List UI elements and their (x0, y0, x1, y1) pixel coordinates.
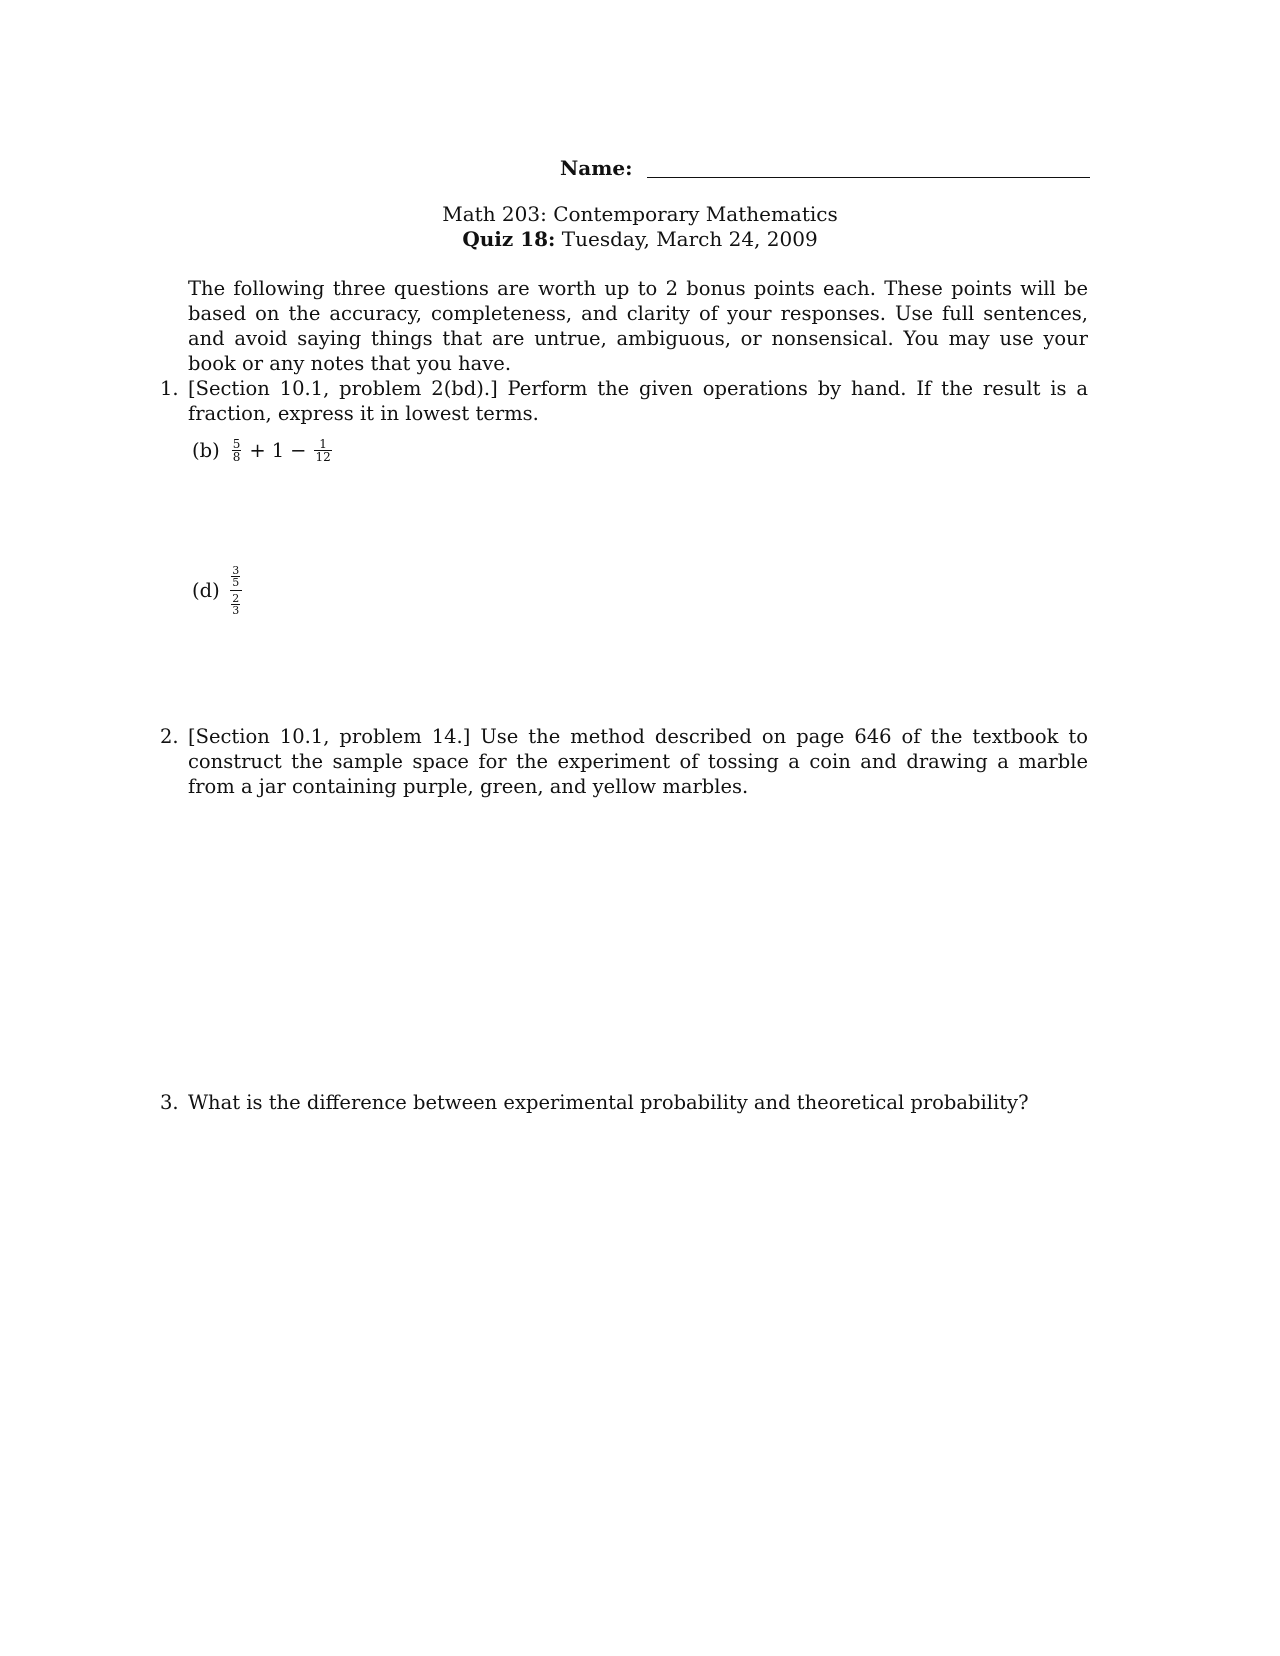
lower-fraction (231, 593, 240, 616)
quiz-heading (0, 227, 1280, 252)
part-label: (b) (192, 439, 220, 462)
name-blank-line (647, 177, 1090, 178)
fraction (314, 438, 331, 463)
part-label: (d) (192, 579, 220, 602)
fraction-numerator: 1 (319, 437, 327, 451)
math-expression (230, 438, 334, 463)
instructions-paragraph: The following three questions are worth up to 2 bonus points each. These points will be based on the accuracy, completeness, and clarity of your responses. Use full sentences, and avoid saying things that are untrue, ambiguous, or nonsensical. You may use your book or any notes that you have. (188, 277, 1088, 375)
compound-fraction (230, 565, 242, 616)
fraction-denominator: 8 (232, 450, 241, 464)
question-text: [Section 10.1, problem 2(bd).] Perform the given operations by hand. If the result is a fraction, express it in lowest terms. (188, 377, 1088, 425)
fraction-denominator: 3 (232, 604, 240, 617)
name-field-row (560, 150, 1090, 180)
question-1-part-d (192, 565, 242, 616)
fraction-denominator: 5 (232, 576, 240, 589)
integer-term: 1 (271, 439, 285, 462)
question-1 (160, 376, 1088, 426)
fraction-numerator: 5 (232, 437, 241, 451)
operator-minus: − (290, 439, 307, 462)
quiz-date: Tuesday, March 24, 2009 (561, 227, 818, 251)
question-text: What is the difference between experimental probability and theoretical probability? (188, 1091, 1029, 1114)
question-3 (160, 1090, 1088, 1115)
question-number: 1. (160, 377, 179, 400)
question-2 (160, 724, 1088, 799)
upper-fraction (231, 565, 240, 588)
question-number: 2. (160, 725, 179, 748)
quiz-number: Quiz 18: (462, 227, 556, 251)
main-fraction-bar (230, 590, 242, 591)
question-number: 3. (160, 1091, 179, 1114)
fraction (232, 438, 242, 463)
fraction-numerator: 3 (232, 564, 240, 577)
fraction-denominator: 12 (315, 450, 331, 464)
operator-plus: + (249, 439, 266, 462)
question-text: [Section 10.1, problem 14.] Use the method described on page 646 of the textbook to construct the sample space for the experiment of tossing a coin and drawing a marble from a jar containing purple, green, and yellow marbles. (188, 725, 1088, 798)
fraction-numerator: 2 (232, 592, 240, 605)
course-title: Math 203: Contemporary Mathematics (442, 202, 838, 226)
quiz-title-block (0, 202, 1280, 252)
name-label: Name: (560, 156, 633, 180)
question-1-part-b (192, 438, 334, 463)
